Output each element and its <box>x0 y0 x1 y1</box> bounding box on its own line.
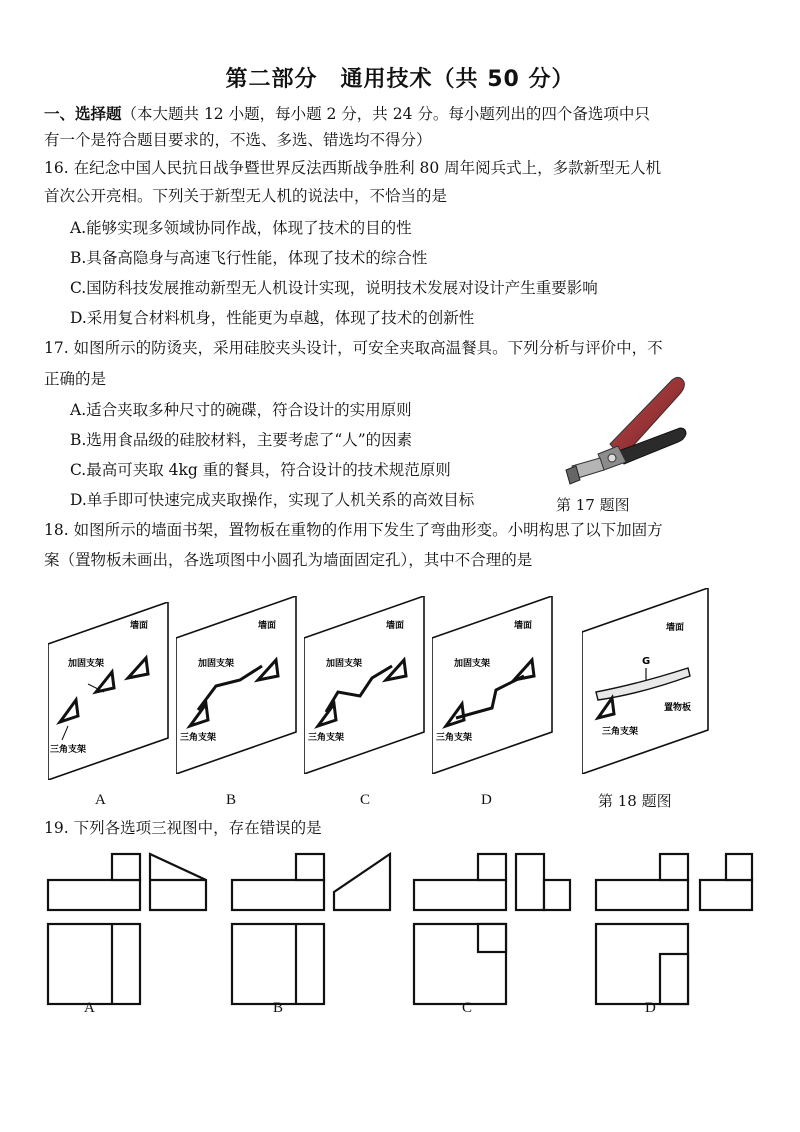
section-intro-line1 <box>44 104 650 124</box>
q18-reference-figure <box>582 588 710 774</box>
q18-option-label-d: D <box>481 792 492 808</box>
q17-stem-line1: 17. 如图所示的防烫夹，采用硅胶夹头设计，可安全夹取高温餐具。下列分析与评价中，不 <box>44 339 663 357</box>
q16-option-d: D.采用复合材料机身，性能更为卓越，体现了技术的创新性 <box>70 309 475 327</box>
q18-figure-a <box>48 602 170 780</box>
section-intro-text: （本大题共 12 小题，每小题 2 分，共 24 分。每小题列出的四个备选项中只 <box>121 105 650 123</box>
q19-option-label-d: D <box>645 1000 656 1016</box>
wall-label: 墙面 <box>258 621 277 631</box>
q19-option-label-a: A <box>84 1000 95 1016</box>
q16-option-c: C.国防科技发展推动新型无人机设计实现，说明技术发展对设计产生重要影响 <box>70 279 598 297</box>
wall-label: 墙面 <box>130 621 149 631</box>
wall-label: 墙面 <box>514 621 533 631</box>
q17-clip-figure <box>560 366 690 488</box>
q16-option-b: B.具备高隐身与高速飞行性能，体现了技术的综合性 <box>70 249 428 267</box>
wall-label: 墙面 <box>386 621 405 631</box>
q17-option-a: A.适合夹取多种尺寸的碗碟，符合设计的实用原则 <box>70 401 412 419</box>
q19-views-c <box>412 852 576 1006</box>
brace-label: 加固支架 <box>68 659 105 669</box>
q18-option-label-a: A <box>95 792 106 808</box>
section-heading: 一、选择题 <box>44 105 122 123</box>
q18-stem-line1: 18. 如图所示的墙面书架，置物板在重物的作用下发生了弯曲形变。小明构思了以下加固方 <box>44 521 663 539</box>
triangle-label: 三角支架 <box>602 727 639 737</box>
q18-figure-caption: 第 18 题图 <box>598 792 672 810</box>
shelf-label: 置物板 <box>664 703 692 713</box>
q19-views-d <box>594 852 758 1006</box>
wall-label: 墙面 <box>666 623 685 633</box>
q18-option-label-b: B <box>226 792 237 808</box>
q17-option-b: B.选用食品级的硅胶材料，主要考虑了“人”的因素 <box>70 431 413 449</box>
q17-option-c: C.最高可夹取 4kg 重的餐具，符合设计的技术规范原则 <box>70 461 451 479</box>
q19-stem: 19. 下列各选项三视图中，存在错误的是 <box>44 819 322 837</box>
q19-option-label-c: C <box>462 1000 473 1016</box>
q19-option-label-b: B <box>273 1000 284 1016</box>
q18-stem-line2: 案（置物板未画出，各选项图中小圆孔为墙面固定孔），其中不合理的是 <box>44 551 533 569</box>
q18-figure-b <box>176 596 298 774</box>
q16-stem-line2: 首次公开亮相。下列关于新型无人机的说法中，不恰当的是 <box>44 187 448 205</box>
triangle-label: 三角支架 <box>308 733 345 743</box>
triangle-label: 三角支架 <box>50 745 87 755</box>
brace-label: 加固支架 <box>198 659 235 669</box>
q18-option-label-c: C <box>360 792 371 808</box>
brace-label: 加固支架 <box>454 659 491 669</box>
q19-views-b <box>230 852 394 1006</box>
q18-figure-d <box>432 596 554 774</box>
q17-option-d: D.单手即可快速完成夹取操作，实现了人机关系的高效目标 <box>70 491 475 509</box>
q16-option-a: A.能够实现多领域协同作战，体现了技术的目的性 <box>70 219 412 237</box>
brace-label: 加固支架 <box>326 659 363 669</box>
triangle-label: 三角支架 <box>436 733 473 743</box>
force-label: G <box>642 656 651 667</box>
q18-figure-c <box>304 596 426 774</box>
triangle-label: 三角支架 <box>180 733 217 743</box>
section-intro-line2: 有一个是符合题目要求的，不选、多选、错选均不得分） <box>44 131 432 149</box>
q19-views-a <box>46 852 210 1006</box>
q17-figure-caption: 第 17 题图 <box>556 496 630 514</box>
q16-stem-line1: 16. 在纪念中国人民抗日战争暨世界反法西斯战争胜利 80 周年阅兵式上，多款新型无人机 <box>44 159 662 177</box>
page-title: 第二部分 通用技术（共 50 分） <box>225 67 575 92</box>
q17-stem-line2: 正确的是 <box>44 370 107 388</box>
